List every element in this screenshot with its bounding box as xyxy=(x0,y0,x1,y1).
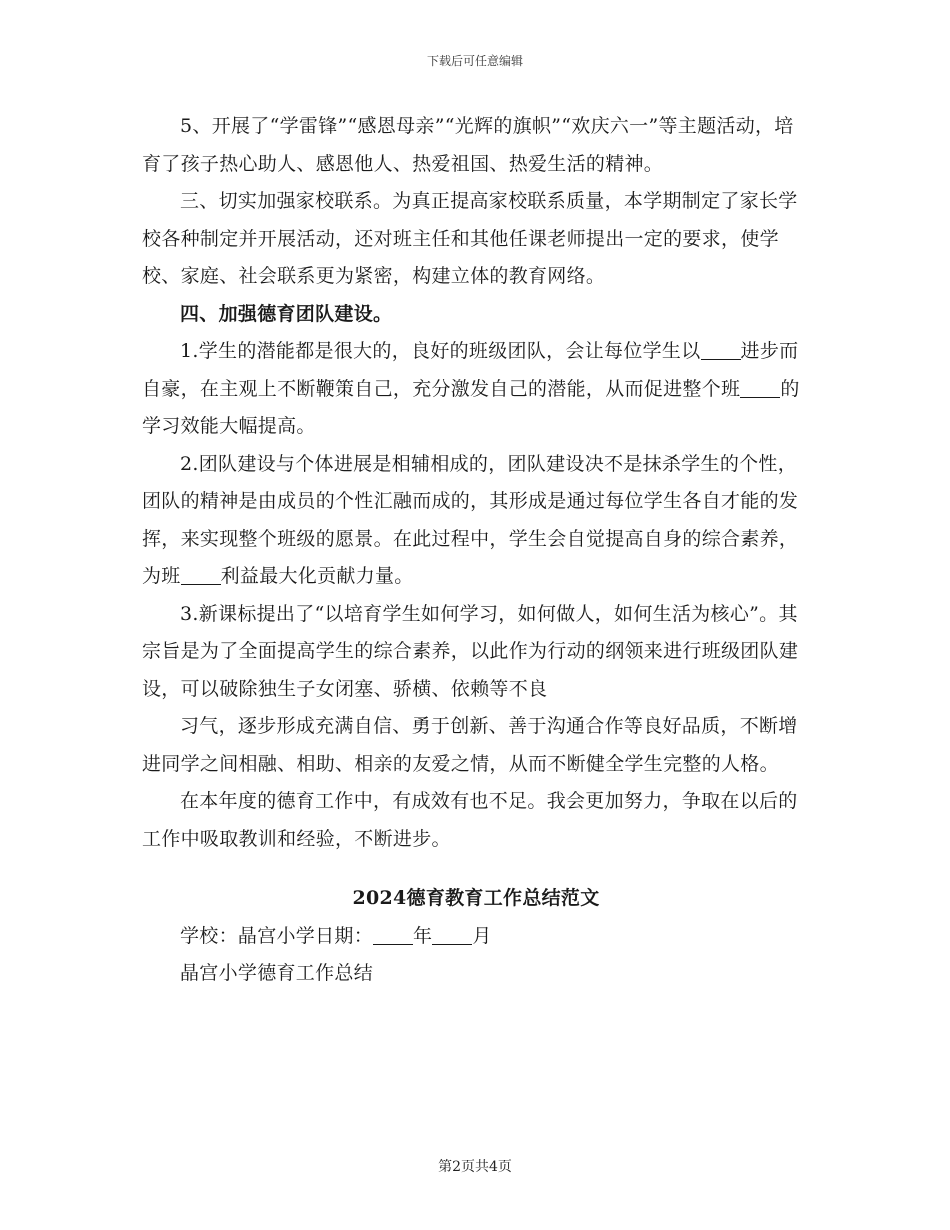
page-header: 下载后可任意编辑 xyxy=(426,54,523,68)
paragraph-point-3-cont: 习气，逐步形成充满自信、勇于创新、善于沟通合作等良好品质，不断增进同学之间相融、相助、相亲的友爱之情，从而不断健全学生完整的人格。 xyxy=(142,715,798,775)
blank-line xyxy=(701,340,741,360)
paragraph-point-3: 3.新课标提出了“以培育学生如何学习，如何做人，如何生活为核心”。其宗旨是为了全面提高学生的综合素养，以此作为行动的纲领来进行班级团队建设，可以破除独生子女闭塞、骄横、依赖等不良 xyxy=(142,602,799,700)
blank-line xyxy=(740,378,780,398)
section-meta: 学校：晶宫小学日期： 年 月 xyxy=(180,924,492,947)
paragraph-point-2: 2.团队建设与个体进展是相辅相成的，团队建设决不是抹杀学生的个性，团队的精神是由成员的个性汇融而成的，其形成是通过每位学生各自才能的发挥，来实现整个班级的愿景。在此过程中，学生会自觉提高自身的综合素养，为班 利益最大化贡献力量。 xyxy=(142,452,799,587)
paragraph-activities: 5、开展了“学雷锋”“感恩母亲”“光辉的旗帜”“欢庆六一”等主题活动，培育了孩子热心助人、感恩他人、热爱祖国、热爱生活的精神。 xyxy=(142,115,794,175)
blank-line xyxy=(373,925,413,945)
section-title: 2024德育教育工作总结范文 xyxy=(352,887,600,909)
section-heading-team: 四、加强德育团队建设。 xyxy=(180,302,393,325)
page-footer: 第2页共4页 xyxy=(438,1159,512,1175)
paragraph-point-1: 1.学生的潜能都是很大的，良好的班级团队，会让每位学生以 进步而自豪，在主观上不断鞭策自己，充分激发自己的潜能，从而促进整个班 的学习效能大幅提高。 xyxy=(142,340,800,437)
blank-line xyxy=(432,925,472,945)
paragraph-conclusion: 在本年度的德育工作中，有成效有也不足。我会更加努力，争取在以后的工作中吸取教训和经验，不断进步。 xyxy=(142,790,798,850)
blank-line xyxy=(181,565,221,585)
document-body xyxy=(142,108,810,993)
section-subtitle: 晶宫小学德育工作总结 xyxy=(180,962,374,984)
paragraph-home-school: 三、切实加强家校联系。为真正提高家校联系质量，本学期制定了家长学校各种制定并开展活动，还对班主任和其他任课老师提出一定的要求，使学校、家庭、社会联系更为紧密，构建立体的教育网络。 xyxy=(142,190,798,287)
